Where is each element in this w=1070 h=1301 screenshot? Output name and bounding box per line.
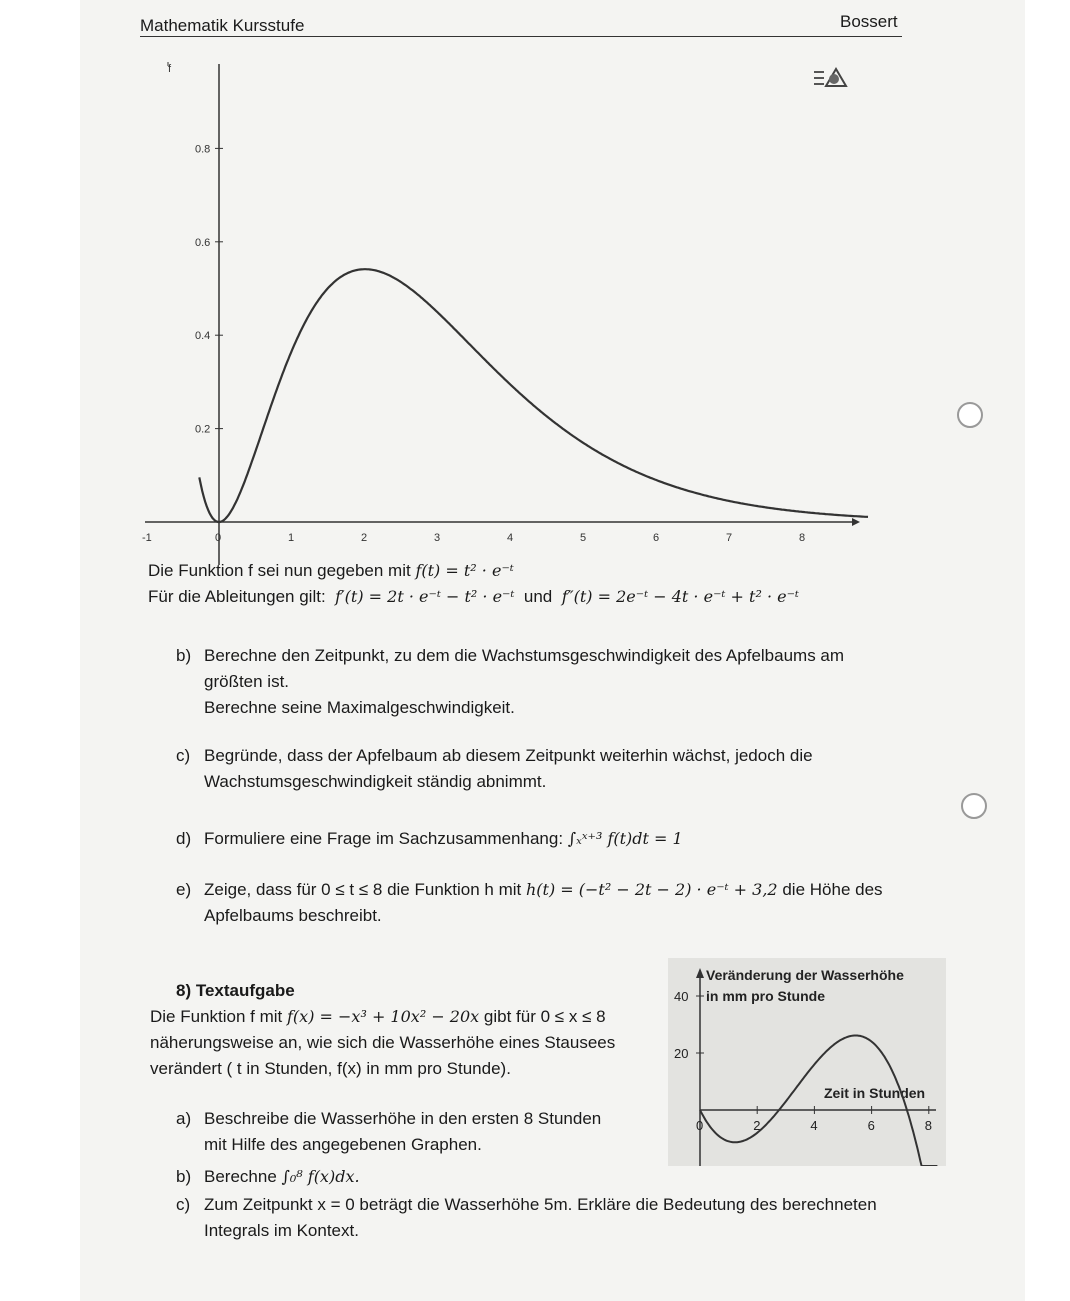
s8-task-a-line-2: mit Hilfe des angegebenen Graphen.: [204, 1135, 482, 1154]
s8-task-b: [176, 1164, 360, 1190]
second-derivative-formula: f″(t) = 2e⁻ᵗ − 4t · e⁻ᵗ + t² · e⁻ᵗ: [561, 587, 799, 606]
chart2-y-axis-arrow: [696, 968, 704, 978]
und-text: und: [523, 587, 553, 606]
s8-integral-formula: ∫₀⁸ f(x)dx.: [281, 1167, 360, 1186]
chart2-x-tick-label: 6: [867, 1118, 875, 1133]
function-formula: f(t) = t² · e⁻ᵗ: [415, 561, 514, 580]
task-c-line-1: Begründe, dass der Apfelbaum ab diesem Zeitpunkt weiterhin wächst, jedoch die: [204, 746, 813, 765]
growth-rate-chart: [0, 0, 1070, 570]
derivatives-text: Für die Ableitungen gilt:: [148, 587, 326, 606]
water-level-chart: [668, 958, 946, 1166]
task-b-line-1: Berechne den Zeitpunkt, zu dem die Wachstumsgeschwindigkeit des Apfelbaums am: [204, 646, 845, 665]
task-e-text-1: Zeige, dass für 0 ≤ t ≤ 8 die Funktion h mit: [204, 880, 522, 899]
task-b: [176, 643, 844, 721]
task-c: [176, 743, 813, 795]
x-tick-label: 3: [434, 532, 441, 544]
s8-task-a-line-1: Beschreibe die Wasserhöhe in den ersten 8 Stunden: [204, 1109, 602, 1128]
x-tick-label: 7: [726, 532, 733, 544]
s8-task-c-label: c): [176, 1195, 191, 1214]
chart2-title-line-1: Veränderung der Wasserhöhe: [706, 967, 904, 983]
y-tick-label: 0.4: [195, 330, 211, 343]
s8-task-a: [176, 1106, 601, 1158]
s8-task-c-line-1: Zum Zeitpunkt x = 0 beträgt die Wasserhöhe 5m. Erkläre die Bedeutung des berechneten: [204, 1195, 877, 1214]
task-d-text: Formuliere eine Frage im Sachzusammenhang:: [204, 829, 564, 848]
s8-line-3: verändert ( t in Stunden, f(x) in mm pro Stunde).: [150, 1059, 511, 1078]
first-derivative-formula: f′(t) = 2t · e⁻ᵗ − t² · e⁻ᵗ: [335, 587, 515, 606]
x-tick-label: 5: [580, 532, 587, 544]
function-curve: [199, 269, 868, 522]
chart2-title-line-2: in mm pro Stunde: [706, 988, 825, 1004]
task-c-label: c): [176, 746, 191, 765]
x-tick-label: 0: [215, 532, 222, 544]
s8-line-2: näherungsweise an, wie sich die Wasserhöhe eines Stausees: [150, 1033, 616, 1052]
intro-text: Die Funktion f sei nun gegeben mit: [148, 561, 411, 580]
x-tick-label: 2: [361, 532, 368, 544]
task-b-label: b): [176, 646, 192, 665]
chart2-x-tick-label: 4: [810, 1118, 818, 1133]
section-8-intro: [150, 1004, 615, 1082]
s8-task-c-line-2: Integrals im Kontext.: [204, 1221, 359, 1240]
y-tick-label: 0.2: [195, 423, 211, 436]
task-e-label: e): [176, 880, 192, 899]
y-tick-label: 0.8: [195, 143, 211, 156]
section-8-heading: 8) Textaufgabe: [176, 981, 295, 1000]
x-tick-label: 6: [653, 532, 660, 544]
task-c-line-2: Wachstumsgeschwindigkeit ständig abnimmt.: [204, 772, 547, 791]
task-b-line-2: größten ist.: [204, 672, 290, 691]
x-tick-label: 8: [799, 532, 806, 544]
intro-line-2: [148, 587, 799, 607]
punch-hole-icon: [961, 793, 987, 819]
chart2-y-tick-label: 40: [674, 989, 689, 1004]
s8-task-b-label: b): [176, 1167, 192, 1186]
header-author: Bossert: [840, 12, 898, 31]
integral-formula: ∫ₓˣ⁺³ f(t)dt = 1: [567, 829, 683, 848]
intro-line-1: [148, 561, 514, 581]
s8-line-1a: Die Funktion f mit: [150, 1007, 283, 1026]
chart2-x-tick-label: 8: [924, 1118, 933, 1133]
task-e-text-2: die Höhe des: [782, 880, 883, 899]
y-axis-label: f: [168, 63, 172, 75]
task-e: [176, 877, 883, 929]
task-e-line-2: Apfelbaums beschreibt.: [204, 906, 382, 925]
task-d-label: d): [176, 829, 192, 848]
chart2-x-label: Zeit in Stunden: [824, 1085, 926, 1101]
x-tick-label: 1: [288, 532, 295, 544]
chart2-x-tick-label: 2: [753, 1118, 761, 1133]
x-tick-label: 4: [507, 532, 514, 544]
h-formula: h(t) = (−t² − 2t − 2) · e⁻ᵗ + 3,2: [525, 880, 778, 899]
s8-task-c: [176, 1192, 877, 1244]
s8-function-formula: f(x) = −x³ + 10x² − 20x: [287, 1007, 480, 1026]
chart2-y-tick-label: 20: [674, 1046, 689, 1061]
x-axis-arrow: [852, 518, 860, 526]
header-course: Mathematik Kursstufe: [140, 16, 305, 35]
task-b-line-3: Berechne seine Maximalgeschwindigkeit.: [204, 698, 515, 717]
y-tick-label: 0.6: [195, 236, 211, 249]
task-d: [176, 826, 683, 852]
x-tick-label: -1: [142, 532, 152, 544]
chart2-x-tick-label: 0: [696, 1118, 704, 1133]
s8-line-1b: gibt für 0 ≤ x ≤ 8: [483, 1007, 606, 1026]
s8-task-a-label: a): [176, 1109, 192, 1128]
s8-task-b-text: Berechne: [204, 1167, 277, 1186]
